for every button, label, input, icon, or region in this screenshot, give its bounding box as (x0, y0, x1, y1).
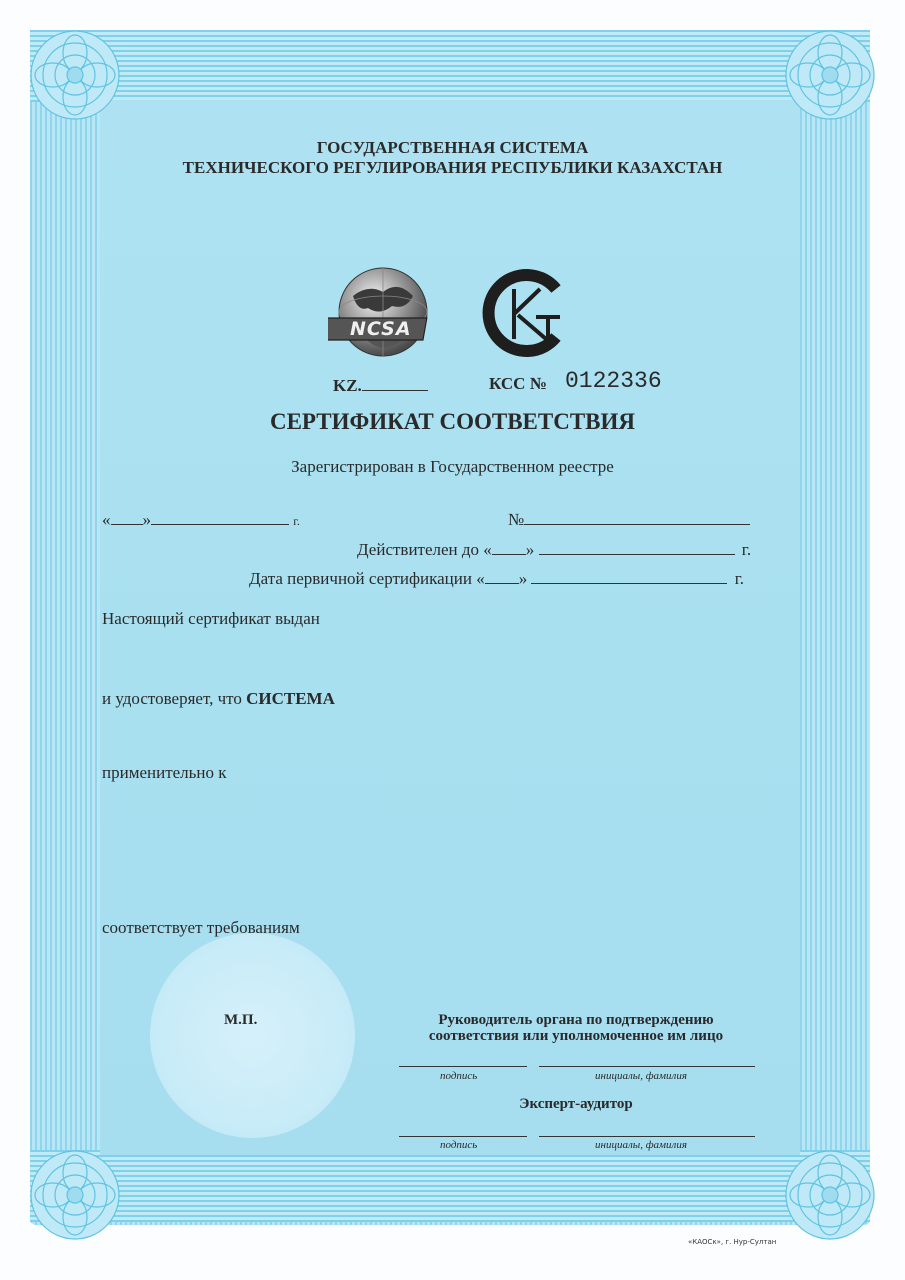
seal-area (150, 933, 355, 1138)
expert-auditor-title: Эксперт-аудитор (519, 1096, 633, 1112)
expert-name-caption: инициалы, фамилия (595, 1139, 687, 1151)
kz-number-blank (362, 374, 428, 391)
valid-until-row (357, 538, 751, 560)
first-certification-row (249, 567, 744, 589)
head-name-line (539, 1066, 755, 1067)
registration-number-row (508, 508, 750, 530)
valid-until-label: Действителен до « (357, 540, 492, 559)
kz-prefix: KZ. (333, 376, 362, 395)
first-cert-label: Дата первичной сертификации « (249, 569, 485, 588)
signature-caption: подпись (440, 1070, 478, 1082)
certifies-system: СИСТЕМА (246, 689, 335, 708)
kz-registration (333, 374, 428, 396)
kct-conformity-mark-icon (478, 267, 570, 359)
rosette-icon (25, 1145, 125, 1245)
head-signature-line (399, 1066, 527, 1067)
first-cert-close-quote: » (518, 569, 528, 588)
guilloche-border-bottom (30, 1150, 870, 1222)
certifies-line (102, 689, 335, 709)
first-cert-day-blank (485, 567, 519, 584)
rosette-icon (780, 1145, 880, 1245)
month-year-blank (151, 508, 289, 525)
head-title-line-1: Руководитель органа по подтверждению (438, 1012, 714, 1028)
expert-name-line (539, 1136, 755, 1137)
kss-number: 0122336 (565, 368, 662, 394)
valid-year-suffix: г. (741, 540, 752, 559)
applicable-to-label: применительно к (102, 763, 227, 782)
header-line-2: ТЕХНИЧЕСКОГО РЕГУЛИРОВАНИЯ РЕСПУБЛИКИ КАЗАХСТАН (182, 158, 723, 177)
first-cert-date-blank (531, 567, 727, 584)
expert-signature-caption: подпись (440, 1139, 478, 1151)
certifies-prefix: и удостоверяет, что (102, 689, 242, 708)
issued-to-label: Настоящий сертификат выдан (102, 609, 320, 628)
valid-date-blank (539, 538, 735, 555)
certificate-title: СЕРТИФИКАТ СООТВЕТСТВИЯ (269, 409, 636, 434)
conforms-to-label: соответствует требованиям (102, 918, 300, 937)
year-suffix: г. (293, 514, 300, 528)
valid-close-quote: » (525, 540, 535, 559)
close-quote: » (142, 510, 151, 529)
registration-number-blank (524, 508, 750, 525)
head-title-line-2: соответствия или уполномоченное им лицо (428, 1028, 724, 1044)
rosette-icon (780, 25, 880, 125)
kss-label: КСС № (489, 374, 547, 393)
guilloche-border-top (30, 30, 870, 102)
header-line-1: ГОСУДАРСТВЕННАЯ СИСТЕМА (316, 138, 589, 157)
ncsa-logo-text: NCSA (350, 318, 412, 340)
registration-date-row (102, 508, 300, 530)
day-blank (111, 508, 143, 525)
rosette-icon (25, 25, 125, 125)
valid-day-blank (492, 538, 526, 555)
open-quote: « (102, 510, 111, 529)
printer-imprint: «КАОСк», г. Нур-Султан (688, 1238, 777, 1246)
stamp-place-label: М.П. (224, 1012, 258, 1028)
ncsa-globe-logo-icon (328, 266, 438, 362)
registry-subtitle: Зарегистрирован в Государственном реестре (291, 457, 614, 476)
expert-signature-line (399, 1136, 527, 1137)
name-caption: инициалы, фамилия (595, 1070, 687, 1082)
first-cert-year-suffix: г. (734, 569, 745, 588)
number-sign: № (508, 510, 525, 529)
